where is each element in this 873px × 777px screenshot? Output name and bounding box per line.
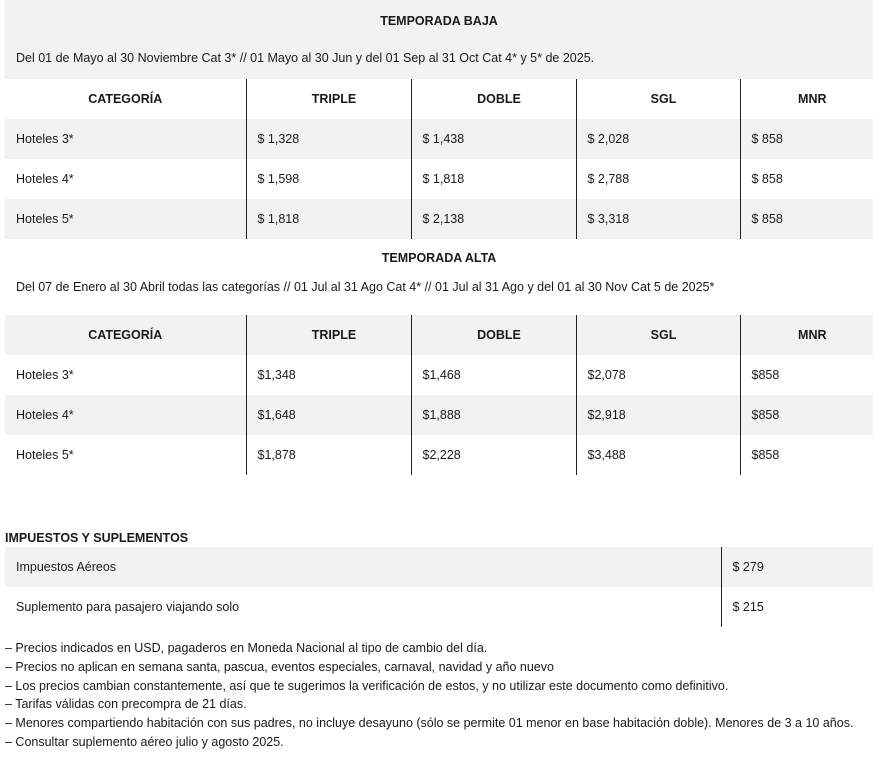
temporada-alta-title-row [5, 239, 873, 277]
header-mnr: MNR [740, 315, 873, 355]
price-triple: $ 1,598 [246, 159, 411, 199]
header-categoria: CATEGORÍA [88, 328, 163, 342]
note-item: – Precios indicados en USD, pagaderos en Moneda Nacional al tipo de cambio del día. [5, 641, 488, 655]
impuestos-title: IMPUESTOS Y SUPLEMENTOS [5, 531, 189, 545]
header-sgl: SGL [576, 315, 740, 355]
table-row [5, 159, 873, 199]
header-mnr: MNR [740, 79, 873, 119]
price-triple: $ 1,328 [246, 119, 411, 159]
temporada-baja-title-row [5, 0, 873, 41]
temporada-alta-table [5, 239, 873, 475]
impuesto-value: $ 215 [721, 587, 873, 627]
price-triple: $1,648 [246, 395, 411, 435]
note-item: – Consultar suplemento aéreo julio y agosto 2025. [5, 734, 284, 749]
impuestos-table [5, 547, 873, 627]
row-category: Hoteles 4* [16, 172, 74, 186]
note-item: – Precios no aplican en semana santa, pascua, eventos especiales, carnaval, navidad y año nuevo [5, 659, 554, 674]
header-triple: TRIPLE [246, 315, 411, 355]
header-categoria: CATEGORÍA [88, 92, 163, 106]
price-doble: $2,228 [411, 435, 576, 475]
notes-list [5, 639, 873, 752]
price-mnr: $858 [740, 355, 873, 395]
table-row [5, 395, 873, 435]
price-mnr: $ 858 [740, 159, 873, 199]
price-doble: $1,468 [411, 355, 576, 395]
table-row [5, 435, 873, 475]
price-mnr: $858 [740, 435, 873, 475]
temporada-alta-note: Del 07 de Enero al 30 Abril todas las categorías // 01 Jul al 31 Ago Cat 4* // 01 Jul al 31 Ago y del 01 al 30 Nov Cat 5 de 2025* [16, 280, 715, 294]
temporada-baja-header-row [5, 79, 873, 119]
price-doble: $ 1,818 [411, 159, 576, 199]
header-doble: DOBLE [411, 79, 576, 119]
price-doble: $ 2,138 [411, 199, 576, 239]
price-triple: $1,878 [246, 435, 411, 475]
header-triple: TRIPLE [246, 79, 411, 119]
price-sgl: $ 2,788 [576, 159, 740, 199]
header-sgl: SGL [576, 79, 740, 119]
price-doble: $1,888 [411, 395, 576, 435]
table-row [5, 587, 873, 627]
row-category: Hoteles 4* [16, 408, 74, 422]
table-row [5, 199, 873, 239]
row-category: Hoteles 5* [16, 448, 74, 462]
price-sgl: $ 3,318 [576, 199, 740, 239]
impuesto-label: Suplemento para pasajero viajando solo [16, 600, 240, 614]
row-category: Hoteles 5* [16, 212, 74, 226]
temporada-baja-note: Del 01 de Mayo al 30 Noviembre Cat 3* // 01 Mayo al 30 Jun y del 01 Sep al 31 Oct Cat 4* y 5* de 2025. [16, 51, 595, 65]
note-item: – Menores compartiendo habitación con sus padres, no incluye desayuno (sólo se permite 01 menor en base habitación doble). Menores de 3 a 10 años. [5, 716, 854, 731]
price-sgl: $3,488 [576, 435, 740, 475]
table-row [5, 547, 873, 587]
temporada-alta-note-row [5, 277, 873, 315]
note-item: – Tarifas válidas con precompra de 21 días. [5, 697, 247, 712]
row-category: Hoteles 3* [16, 132, 74, 146]
temporada-alta-header-row [5, 315, 873, 355]
price-sgl: $ 2,028 [576, 119, 740, 159]
header-doble: DOBLE [411, 315, 576, 355]
table-row [5, 355, 873, 395]
impuesto-value: $ 279 [721, 547, 873, 587]
temporada-alta-title: TEMPORADA ALTA [381, 251, 497, 265]
spacer [0, 475, 873, 529]
price-sgl: $2,918 [576, 395, 740, 435]
note-item: – Los precios cambian constantemente, así que te sugerimos la verificación de estos, y no utilizar este documento como definitivo. [5, 678, 729, 693]
temporada-baja-note-row [5, 41, 873, 79]
temporada-baja-title: TEMPORADA BAJA [380, 13, 498, 28]
price-sgl: $2,078 [576, 355, 740, 395]
price-triple: $1,348 [246, 355, 411, 395]
row-category: Hoteles 3* [16, 368, 74, 382]
price-mnr: $858 [740, 395, 873, 435]
price-mnr: $ 858 [740, 119, 873, 159]
price-doble: $ 1,438 [411, 119, 576, 159]
temporada-baja-table [5, 0, 873, 239]
price-triple: $ 1,818 [246, 199, 411, 239]
table-row [5, 119, 873, 159]
impuesto-label: Impuestos Aéreos [16, 560, 117, 574]
price-mnr: $ 858 [740, 199, 873, 239]
